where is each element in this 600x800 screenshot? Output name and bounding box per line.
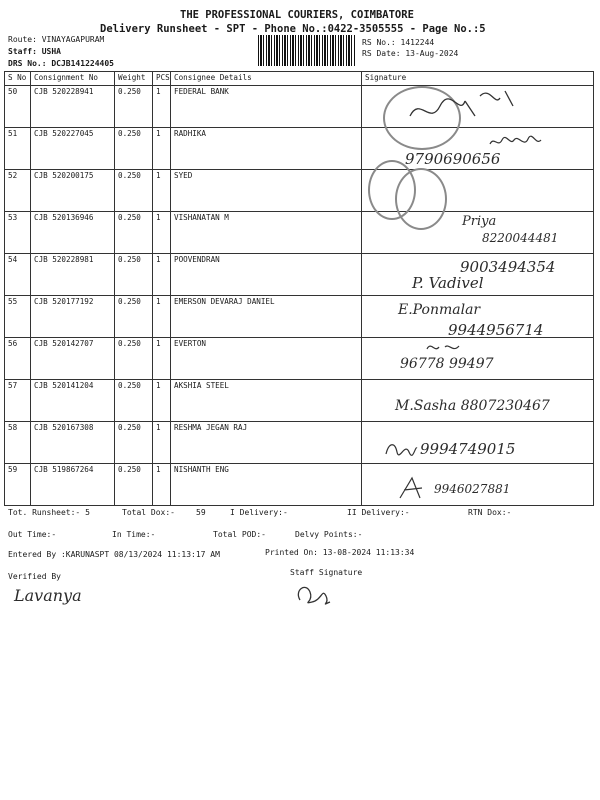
- cell-consignee: VISHANATAN M: [171, 212, 362, 254]
- cell-pcs: 1: [153, 296, 171, 338]
- cell-pcs: 1: [153, 422, 171, 464]
- verifier-signature: Lavanya: [14, 586, 82, 605]
- barcode-image: [258, 35, 355, 66]
- table-header-row: [5, 72, 594, 86]
- handwritten-phone-54: 9003494354: [460, 258, 556, 276]
- staff-label: Staff: USHA: [8, 47, 61, 56]
- signature-scribble-58: [383, 438, 419, 460]
- col-header-pcs: PCS: [153, 72, 171, 86]
- cell-consignee: NISHANTH ENG: [171, 464, 362, 506]
- cell-weight: 0.250: [115, 464, 153, 506]
- handwritten-name-55: E.Ponmalar: [398, 302, 481, 318]
- cell-weight: 0.250: [115, 296, 153, 338]
- cell-consignee: EMERSON DEVARAJ DANIEL: [171, 296, 362, 338]
- signature-scribble-51: [488, 134, 543, 150]
- i-delivery-label: I Delivery:-: [230, 508, 288, 517]
- handwritten-phone-52: 9790690656: [405, 150, 501, 168]
- handwritten-name-54: P. Vadivel: [412, 274, 484, 292]
- ii-delivery-label: II Delivery:-: [347, 508, 410, 517]
- cell-consignment: CJB 520136946: [31, 212, 115, 254]
- cell-consignment: CJB 520200175: [31, 170, 115, 212]
- cell-weight: 0.250: [115, 422, 153, 464]
- cell-sno: 56: [5, 338, 31, 380]
- in-time-label: In Time:-: [112, 530, 156, 539]
- cell-weight: 0.250: [115, 380, 153, 422]
- cell-pcs: 1: [153, 86, 171, 128]
- cell-pcs: 1: [153, 380, 171, 422]
- cell-weight: 0.250: [115, 170, 153, 212]
- total-dox-label: Total Dox:-: [122, 508, 175, 517]
- cell-weight: 0.250: [115, 86, 153, 128]
- handwritten-phone-53: 8220044481: [482, 231, 559, 245]
- handwritten-phone-58: 9994749015: [420, 440, 516, 458]
- total-dox-value: 59: [196, 508, 206, 517]
- cell-sno: 58: [5, 422, 31, 464]
- cell-sno: 53: [5, 212, 31, 254]
- cell-pcs: 1: [153, 128, 171, 170]
- cell-pcs: 1: [153, 254, 171, 296]
- delvy-points-label: Delvy Points:-: [295, 530, 363, 539]
- table-row: [5, 170, 594, 212]
- cell-consignment: CJB 519867264: [31, 464, 115, 506]
- drs-number: DRS No.: DCJB141224405: [8, 59, 114, 68]
- runsheet-subtitle: Delivery Runsheet - SPT - Phone No.:0422-3505555 - Page No.:5: [100, 23, 486, 35]
- col-header-consignee: Consignee Details: [171, 72, 362, 86]
- rtn-dox-label: RTN Dox:-: [468, 508, 512, 517]
- cell-sno: 52: [5, 170, 31, 212]
- col-header-signature: Signature: [362, 72, 594, 86]
- cell-sno: 51: [5, 128, 31, 170]
- cell-consignment: CJB 520228981: [31, 254, 115, 296]
- col-header-weight: Weight: [115, 72, 153, 86]
- rs-number: RS No.: 1412244: [362, 38, 435, 47]
- cell-weight: 0.250: [115, 212, 153, 254]
- table-row: [5, 338, 594, 380]
- round-stamp-secondary: [395, 168, 447, 230]
- verified-by-label: Verified By: [8, 572, 61, 581]
- cell-consignment: CJB 520228941: [31, 86, 115, 128]
- route-label: Route: VINAYAGAPURAM: [8, 35, 105, 44]
- signature-scribble-50: [405, 86, 525, 136]
- cell-pcs: 1: [153, 464, 171, 506]
- out-time-label: Out Time:-: [8, 530, 57, 539]
- staff-signature-label: Staff Signature: [290, 568, 363, 577]
- cell-sno: 55: [5, 296, 31, 338]
- cell-sno: 59: [5, 464, 31, 506]
- cell-consignment: CJB 520167308: [31, 422, 115, 464]
- cell-pcs: 1: [153, 212, 171, 254]
- cell-weight: 0.250: [115, 338, 153, 380]
- cell-weight: 0.250: [115, 128, 153, 170]
- cell-sno: 57: [5, 380, 31, 422]
- handwritten-phone-56: 96778 99497: [400, 356, 494, 372]
- cell-consignment: CJB 520141204: [31, 380, 115, 422]
- printed-on: Printed On: 13-08-2024 11:13:34: [265, 548, 415, 557]
- cell-consignment: CJB 520227045: [31, 128, 115, 170]
- cell-consignee: RESHMA JEGAN RAJ: [171, 422, 362, 464]
- cell-consignee: RADHIKA: [171, 128, 362, 170]
- handwritten-sig-57: M.Sasha 8807230467: [395, 398, 550, 414]
- company-title: THE PROFESSIONAL COURIERS, COIMBATORE: [180, 9, 414, 21]
- handwritten-phone-59: 9946027881: [434, 482, 511, 496]
- total-pod-label: Total POD:-: [213, 530, 266, 539]
- entered-by: Entered By :KARUNASPT 08/13/2024 11:13:17 AM: [8, 550, 220, 559]
- signature-scribble-56: [425, 341, 465, 355]
- cell-consignment: CJB 520177192: [31, 296, 115, 338]
- cell-consignee: FEDERAL BANK: [171, 86, 362, 128]
- cell-pcs: 1: [153, 338, 171, 380]
- rs-date: RS Date: 13-Aug-2024: [362, 49, 459, 58]
- cell-consignee: AKSHIA STEEL: [171, 380, 362, 422]
- cell-sno: 50: [5, 86, 31, 128]
- cell-pcs: 1: [153, 170, 171, 212]
- cell-consignee: EVERTON: [171, 338, 362, 380]
- cell-consignee: POOVENDRAN: [171, 254, 362, 296]
- cell-consignment: CJB 520142707: [31, 338, 115, 380]
- col-header-sno: S No: [5, 72, 31, 86]
- signature-scribble-59: [396, 474, 430, 502]
- col-header-consignment: Consignment No: [31, 72, 115, 86]
- cell-weight: 0.250: [115, 254, 153, 296]
- cell-consignee: SYED: [171, 170, 362, 212]
- handwritten-name-53: Priya: [462, 214, 497, 229]
- tot-runsheet: Tot. Runsheet:- 5: [8, 508, 90, 517]
- handwritten-phone-55: 9944956714: [448, 321, 544, 339]
- cell-sno: 54: [5, 254, 31, 296]
- staff-signature-scribble: [292, 580, 334, 608]
